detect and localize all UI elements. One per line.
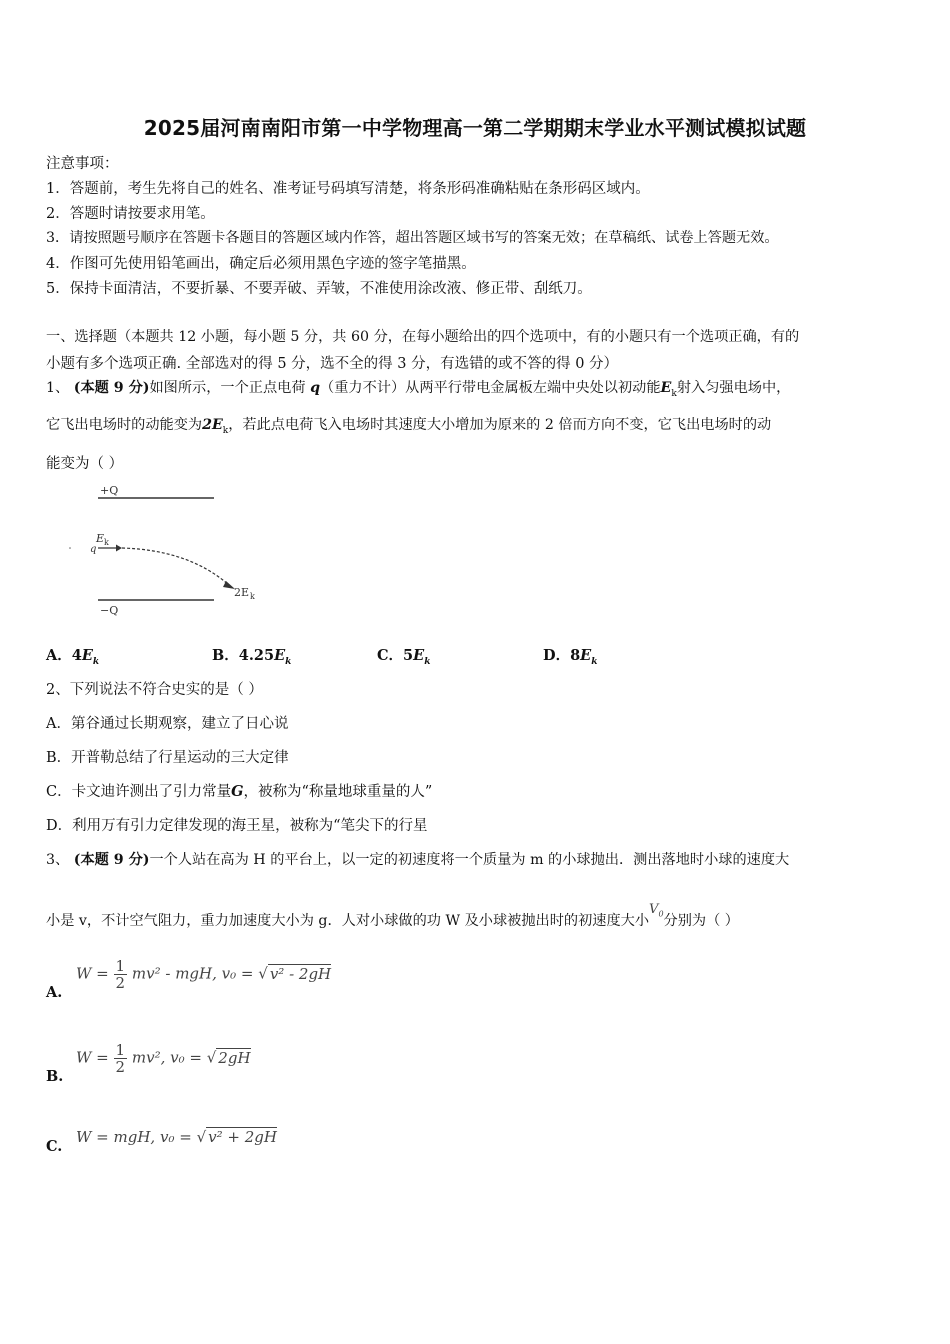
option-value: 8	[570, 647, 581, 664]
exit-energy-subscript: k	[250, 592, 255, 601]
v0-letter: V	[649, 902, 659, 917]
q1-score: (本题 9 分)	[73, 380, 150, 396]
ek-symbol: E	[81, 647, 93, 664]
top-plate-label: +Q	[100, 484, 119, 497]
radicand: 2gH	[218, 1048, 251, 1067]
option-letter: A．	[46, 647, 72, 664]
q3-number: 3、	[46, 852, 70, 868]
q1-option-a[interactable]	[46, 644, 99, 667]
q2-stem: 2、下列说法不符合史实的是（ ）	[46, 682, 263, 698]
q1-option-d[interactable]	[543, 644, 597, 667]
q3-option-c-label[interactable]: C.	[46, 1138, 63, 1155]
q3-score: (本题 9 分)	[73, 852, 150, 868]
q3-option-b-label[interactable]: B.	[46, 1068, 64, 1085]
ek-subscript: k	[92, 656, 100, 667]
numerator: 1	[115, 1041, 126, 1059]
trajectory-path	[122, 548, 230, 586]
q2-option-b[interactable]: B．开普勒总结了行星运动的三大定律	[46, 750, 289, 766]
denominator: 2	[115, 974, 126, 992]
ek-symbol: E	[580, 647, 592, 664]
notice-item: 4．作图可先使用铅笔画出，确定后必须用黑色字迹的签字笔描黑。	[46, 256, 476, 272]
q3-stem-line1	[46, 849, 789, 869]
formula-text: W = mgH, v₀ =	[76, 1128, 192, 1146]
q3-stem-line2	[46, 902, 739, 931]
section-heading: 一、选择题（本题共 12 小题，每小题 5 分，共 60 分，在每小题给出的四个选项中，有的小题只有一个选项正确，有的	[46, 329, 800, 345]
q1-text: 如图所示，一个正点电荷	[149, 380, 306, 396]
ek-subscript: k	[222, 425, 229, 436]
q1-number: 1、	[46, 380, 70, 396]
ek-symbol: E	[660, 380, 672, 396]
option-value: 4	[71, 647, 82, 664]
option-value: 5	[403, 647, 414, 664]
q1-text: （重力不计）从两平行带电金属板左端中央处以初动能	[320, 380, 661, 396]
q2-option-d[interactable]: D．利用万有引力定律发现的海王星，被称为“笔尖下的行星	[46, 818, 428, 834]
q3-option-a-formula[interactable]	[76, 958, 331, 991]
v0-subscript: 0	[658, 909, 664, 919]
ek-subscript: k	[671, 388, 677, 399]
sqrt-icon: √	[196, 1128, 207, 1146]
exit-energy-label: 2E	[234, 586, 250, 599]
notice-item: 2．答题时请按要求用笔。	[46, 206, 215, 222]
q1-option-c[interactable]	[377, 644, 430, 667]
option-text: C．卡文迪许测出了引力常量	[46, 784, 232, 800]
fraction	[114, 958, 128, 991]
formula-text: mv², v₀ =	[131, 1048, 202, 1067]
charge-label: q	[90, 544, 97, 555]
notice-item: 1．答题前，考生先将自己的姓名、准考证号码填写清楚，将条形码准确粘贴在条形码区域内。	[46, 181, 650, 197]
q3-option-b-formula[interactable]	[76, 1042, 251, 1075]
q1-stem-line2	[46, 414, 771, 436]
v0-symbol	[649, 902, 663, 917]
entry-arrowhead	[116, 545, 122, 552]
entry-energy-label: E	[96, 532, 105, 545]
ek-symbol: E	[274, 647, 286, 664]
q3-text: 一个人站在高为 H 的平台上，以一定的初速度将一个质量为 m 的小球抛出．测出落地时小球的速度大	[149, 852, 790, 868]
ek-symbol: E	[413, 647, 425, 664]
sqrt-icon: √	[206, 1048, 217, 1067]
formula-text: W =	[76, 1048, 109, 1067]
option-text: ，被称为“称量地球重量的人”	[243, 784, 433, 800]
q1-option-b[interactable]	[212, 644, 291, 667]
ek-symbol: 2E	[202, 417, 223, 433]
q3-text: 分别为（ ）	[663, 913, 739, 929]
q1-stem-line1	[46, 377, 790, 399]
q3-text: 小是 v，不计空气阻力，重力加速度大小为 g．人对小球做的功 W 及小球被抛出时的初速度大小	[46, 913, 650, 929]
q1-text: ，若此点电荷飞入电场时其速度大小增加为原来的 2 倍而方向不变，它飞出电场时的动	[228, 417, 772, 433]
page-title: 2025届河南南阳市第一中学物理高一第二学期期末学业水平测试模拟试题	[143, 116, 807, 140]
numerator: 1	[115, 957, 126, 975]
stray-dot	[69, 547, 71, 549]
radicand: v² + 2gH	[208, 1128, 277, 1146]
bottom-plate-label: −Q	[100, 604, 119, 617]
fraction	[114, 1042, 128, 1075]
charge-symbol: q	[310, 380, 320, 396]
g-symbol: G	[231, 783, 244, 800]
entry-energy-subscript: k	[104, 538, 109, 547]
section-heading-cont: 小题有多个选项正确. 全部选对的得 5 分，选不全的得 3 分，有选错的或不答的得 0 分）	[46, 356, 619, 372]
notice-item: 3．请按照题号顺序在答题卡各题目的答题区域内作答，超出答题区域书写的答案无效；在草稿纸、试卷上答题无效。	[46, 230, 779, 246]
formula-text: W =	[76, 964, 109, 983]
q1-text: 它飞出电场时的动能变为	[46, 417, 203, 433]
q2-option-a[interactable]: A．第谷通过长期观察，建立了日心说	[46, 716, 289, 732]
option-value: 4.25	[238, 647, 275, 664]
capacitor-figure	[60, 478, 280, 620]
q2-option-c[interactable]	[46, 780, 432, 801]
denominator: 2	[115, 1058, 126, 1076]
notice-item: 5．保持卡面清洁，不要折暴、不要弄破、弄皱，不准使用涂改液、修正带、刮纸刀。	[46, 281, 592, 297]
ek-subscript: k	[424, 656, 431, 667]
q3-option-a-label[interactable]: A.	[46, 984, 63, 1001]
q1-text: 射入匀强电场中，	[676, 380, 791, 396]
ek-subscript: k	[285, 656, 292, 667]
option-letter: B．	[212, 647, 239, 664]
q3-option-c-formula[interactable]	[76, 1128, 277, 1146]
ek-subscript: k	[591, 656, 598, 667]
notice-heading: 注意事项：	[46, 156, 119, 172]
q1-stem-line3: 能变为（ ）	[46, 456, 124, 472]
option-letter: C．	[377, 647, 404, 664]
option-letter: D．	[543, 647, 571, 664]
formula-text: mv² - mgH, v₀ =	[131, 964, 254, 983]
sqrt-icon: √	[258, 964, 268, 983]
radicand: v² - 2gH	[269, 964, 332, 983]
